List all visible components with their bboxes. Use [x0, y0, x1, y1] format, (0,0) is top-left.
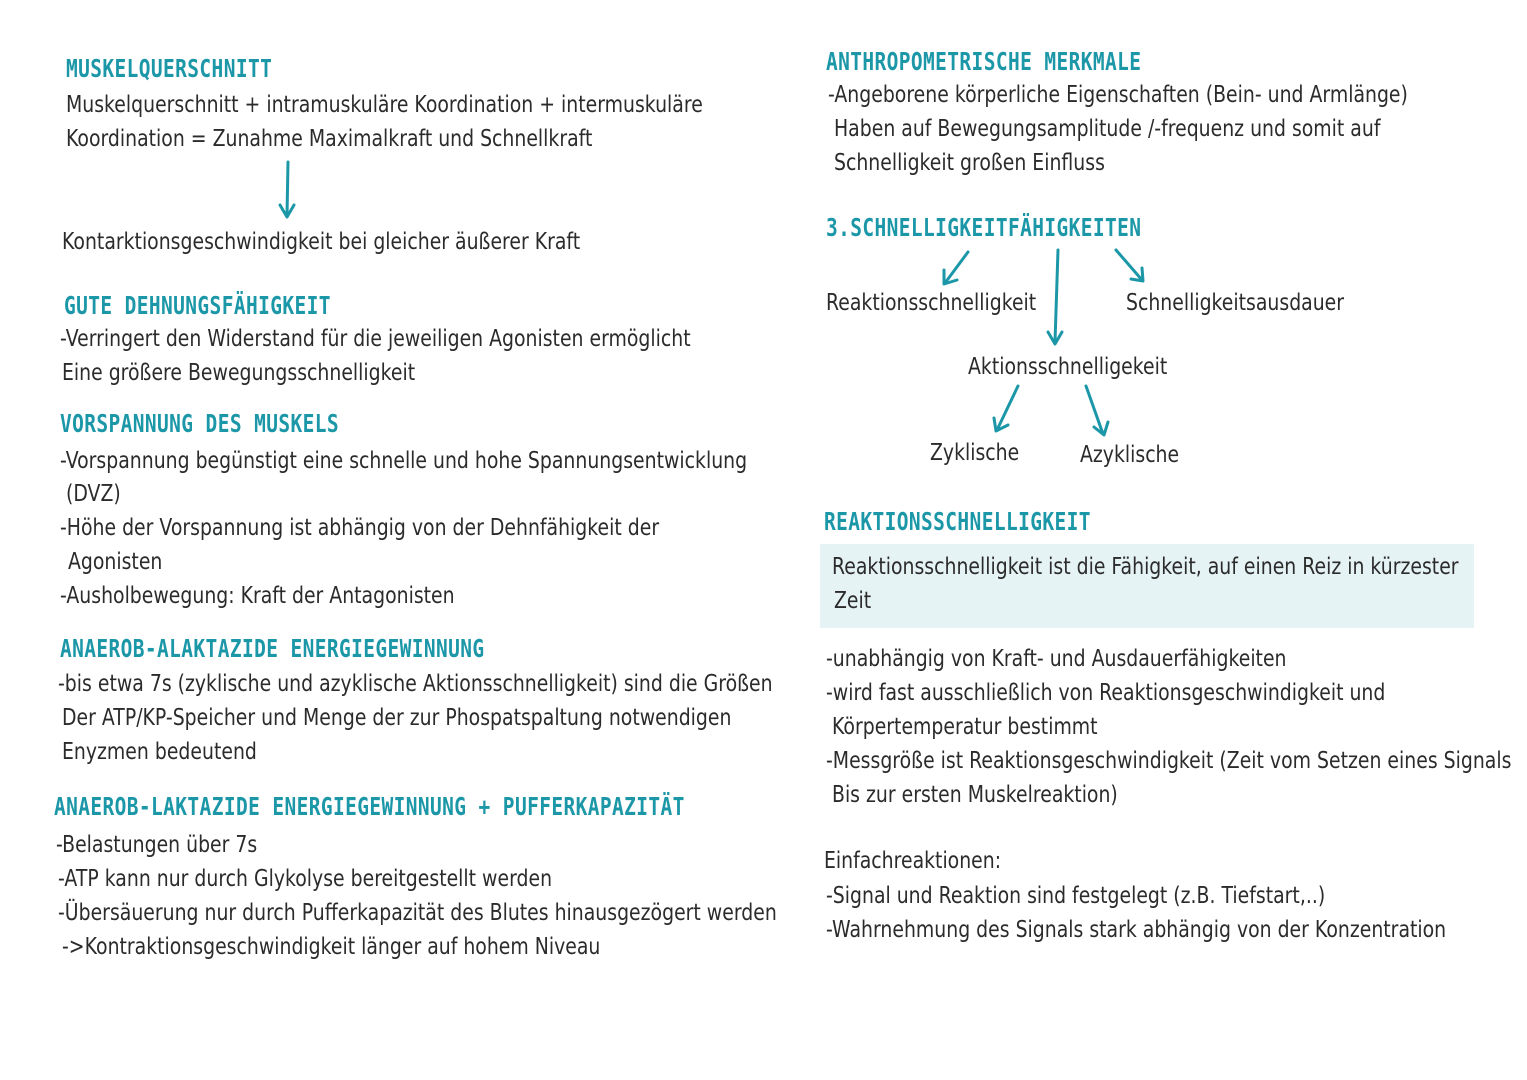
section-title-alaktazid: ANAEROB-ALAKTAZIDE ENERGIEGEWINNUNG — [60, 634, 485, 663]
vorspannung-line-4: Agonisten — [68, 549, 163, 575]
alaktazid-line-1: -bis etwa 7s (zyklische und azyklische Aktionsschnelligkeit) sind die Größen — [58, 671, 773, 697]
diagram-node-azyklisch: Azyklische — [1080, 442, 1180, 468]
section-title-vorspannung: VORSPANNUNG DES MUSKELS — [60, 409, 339, 438]
definition-line-2: Zeit — [834, 588, 872, 614]
alaktazid-line-3: Enyzmen bedeutend — [62, 739, 257, 765]
section-title-laktazid: ANAEROB-LAKTAZIDE ENERGIEGEWINNUNG + PUFFERKAPAZITÄT — [54, 792, 685, 821]
vorspannung-line-2: (DVZ) — [66, 481, 121, 507]
muskelquerschnitt-line-2: Koordination = Zunahme Maximalkraft und Schnellkraft — [66, 126, 593, 152]
anthropometrie-line-3: Schnelligkeit großen Einfluss — [834, 150, 1105, 176]
arrow-to-zyklisch-icon — [994, 386, 1018, 431]
reaktion-line-1: -unabhängig von Kraft- und Ausdauerfähigkeiten — [826, 646, 1287, 672]
dehnung-line-2: Eine größere Bewegungsschnelligkeit — [62, 360, 416, 386]
dehnung-line-1: -Verringert den Widerstand für die jeweiligen Agonisten ermöglicht — [60, 326, 691, 352]
alaktazid-line-2: Der ATP/KP-Speicher und Menge der zur Phospatspaltung notwendigen — [62, 705, 732, 731]
laktazid-line-3: -Übersäuerung nur durch Pufferkapazität des Blutes hinausgezögert werden — [58, 900, 777, 926]
diagram-node-ausdauer: Schnelligkeitsausdauer — [1126, 290, 1345, 316]
muskelquerschnitt-result: Kontarktionsgeschwindigkeit bei gleicher äußerer Kraft — [62, 229, 581, 255]
section-title-dehnung: GUTE DEHNUNGSFÄHIGKEIT — [64, 291, 331, 320]
reaktion-line-3: Körpertemperatur bestimmt — [832, 714, 1098, 740]
diagram-node-zyklisch: Zyklische — [930, 440, 1020, 466]
diagram-node-aktion: Aktionsschnelligekeit — [968, 354, 1168, 380]
diagram-node-reaktion: Reaktionsschnelligkeit — [826, 290, 1037, 316]
section-title-anthropometrie: ANTHROPOMETRISCHE MERKMALE — [826, 47, 1142, 76]
einfachreaktionen-title: Einfachreaktionen: — [824, 848, 1002, 874]
section-title-faehigkeiten: 3.SCHNELLIGKEITFÄHIGKEITEN — [826, 213, 1142, 242]
arrow-down-center-icon — [1048, 250, 1062, 344]
reaktion-line-5: Bis zur ersten Muskelreaktion) — [832, 782, 1118, 808]
laktazid-line-2: -ATP kann nur durch Glykolyse bereitgestellt werden — [58, 866, 553, 892]
anthropometrie-line-2: Haben auf Bewegungsamplitude /-frequenz und somit auf — [834, 116, 1381, 142]
laktazid-line-1: -Belastungen über 7s — [56, 832, 258, 858]
reaktion-line-2: -wird fast ausschließlich von Reaktionsgeschwindigkeit und — [826, 680, 1386, 706]
arrow-right-down-icon — [1116, 250, 1143, 281]
einfachreaktionen-line-1: -Signal und Reaktion sind festgelegt (z.B. Tiefstart,..) — [826, 883, 1326, 909]
section-title-muskelquerschnitt: MUSKELQUERSCHNITT — [66, 54, 273, 83]
arrow-to-azyklisch-icon — [1086, 386, 1108, 435]
vorspannung-line-3: -Höhe der Vorspannung ist abhängig von der Dehnfähigkeit der — [60, 515, 660, 541]
einfachreaktionen-line-2: -Wahrnehmung des Signals stark abhängig von der Konzentration — [826, 917, 1447, 943]
arrow-left-down-icon — [944, 252, 968, 284]
vorspannung-line-1: -Vorspannung begünstigt eine schnelle und hohe Spannungsentwicklung — [60, 448, 748, 474]
anthropometrie-line-1: -Angeborene körperliche Eigenschaften (Bein- und Armlänge) — [828, 82, 1408, 108]
definition-line-1: Reaktionsschnelligkeit ist die Fähigkeit, auf einen Reiz in kürzester — [832, 554, 1459, 580]
reaktion-line-4: -Messgröße ist Reaktionsgeschwindigkeit (Zeit vom Setzen eines Signals — [826, 748, 1512, 774]
vorspannung-line-5: -Ausholbewegung: Kraft der Antagonisten — [60, 583, 455, 609]
arrow-down-icon — [280, 162, 294, 217]
muskelquerschnitt-line-1: Muskelquerschnitt + intramuskuläre Koordination + intermuskuläre — [66, 92, 703, 118]
laktazid-line-4: ->Kontraktionsgeschwindigkeit länger auf hohem Niveau — [62, 934, 601, 960]
section-title-reaktionsschnelligkeit: REAKTIONSSCHNELLIGKEIT — [824, 507, 1091, 536]
